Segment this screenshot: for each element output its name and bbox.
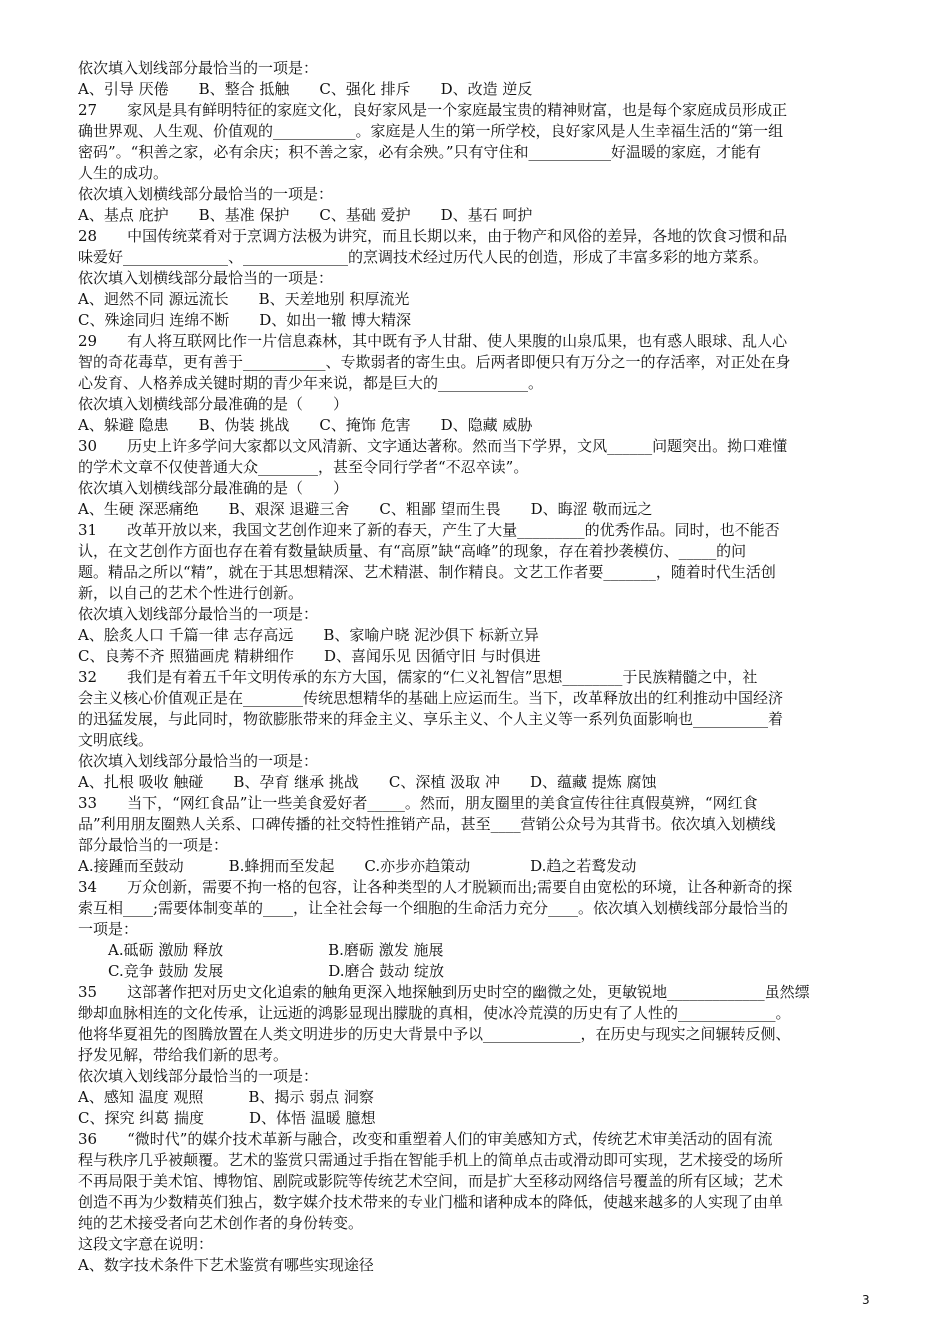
text-line: 32 我们是有着五千年文明传承的东方大国，儒家的“仁义礼智信”思想________于民族精髓之中，社 bbox=[78, 668, 758, 686]
text-line: 品”利用朋友圈熟人关系、口碑传播的社交特性推销产品，甚至____营销公众号为其背书。依次填入划横线 bbox=[78, 815, 776, 833]
text-line: 30 历史上许多学问大家都以文风清新、文字通达著称。然而当下学界，文风______问题突出。拗口难懂 bbox=[78, 437, 788, 455]
text-line: 智的奇花毒草，更有善于___________、专欺弱者的寄生虫。后两者即便只有万分之一的存活率，对正处在身 bbox=[78, 353, 791, 371]
text-line: 29 有人将互联网比作一片信息森林，其中既有予人甘甜、使人果腹的山泉瓜果，也有惑人眼球、乱人心 bbox=[78, 332, 788, 350]
text-line: A、躲避 隐患 B、伪装 挑战 C、掩饰 危害 D、隐藏 威胁 bbox=[78, 416, 533, 434]
text-line: 程与秩序几乎被颠覆。艺术的鉴赏只需通过手指在智能手机上的简单点击或滑动即可实现，艺术接受的场所 bbox=[78, 1151, 784, 1169]
text-line: 27 家风是具有鲜明特征的家庭文化，良好家风是一个家庭最宝贵的精神财富，也是每个家庭成员形成正 bbox=[78, 101, 788, 119]
text-line: A、迥然不同 源远流长 B、天差地别 积厚流光 bbox=[78, 290, 410, 308]
text-line: C.竞争 鼓励 发展 D.磨合 鼓动 绽放 bbox=[108, 962, 445, 980]
text-line: A、扎根 吸收 触碰 B、孕育 继承 挑战 C、深植 汲取 冲 D、蕴藏 提炼 腐蚀 bbox=[78, 773, 657, 791]
text-line: 确世界观、人生观、价值观的___________。家庭是人生的第一所学校，良好家风是人生幸福生活的“第一组 bbox=[78, 122, 784, 140]
text-line: 密码”。“积善之家，必有余庆；积不善之家，必有余殃。”只有守住和___________好温暖的家庭，才能有 bbox=[78, 143, 762, 161]
text-line: C、殊途同归 连绵不断 D、如出一辙 博大精深 bbox=[78, 311, 412, 329]
text-line: 索互相____;需要体制变革的____，让全社会每一个细胞的生命活力充分____。依次填入划横线部分最恰当的 bbox=[78, 899, 789, 917]
page-number: 3 bbox=[862, 1293, 870, 1307]
text-line: 依次填入划线部分最恰当的一项是： bbox=[78, 605, 319, 623]
text-line: 依次填入划横线部分最恰当的一项是： bbox=[78, 269, 334, 287]
text-line: 31 改革开放以来，我国文艺创作迎来了新的春天，产生了大量_________的优秀作品。同时，也不能否 bbox=[78, 521, 780, 539]
text-line: 不再局限于美术馆、博物馆、剧院或影院等传统艺术空间，而是扩大至移动网络信号覆盖的所有区域；艺术 bbox=[78, 1172, 784, 1190]
text-line: 34 万众创新，需要不拘一格的包容，让各种类型的人才脱颖而出;需要自由宽松的环境，让各种新奇的探 bbox=[78, 878, 793, 896]
text-line: 会主义核心价值观正是在________传统思想精华的基础上应运而生。当下，改革释放出的红利推动中国经济 bbox=[78, 689, 784, 707]
text-line: 创造不再为少数精英们独占，数字媒介技术带来的专业门槛和诸种成本的降低，使越来越多的人实现了由单 bbox=[78, 1193, 784, 1211]
text-line: 的迅猛发展，与此同时，物欲膨胀带来的拜金主义、享乐主义、个人主义等一系列负面影响也__________着 bbox=[78, 710, 784, 728]
text-line: 的学术文章不仅使普通大众________，甚至令同行学者“不忍卒读”。 bbox=[78, 458, 529, 476]
text-line: 认，在文艺创作方面也存在着有数量缺质量、有“高原”缺“高峰”的现象，存在着抄袭模仿、_____的问 bbox=[78, 542, 747, 560]
text-line: 35 这部著作把对历史文化追索的触角更深入地探触到历史时空的幽微之处，更敏锐地_____________虽然缥 bbox=[78, 983, 810, 1001]
text-line: C、良莠不齐 照猫画虎 精耕细作 D、喜闻乐见 因循守旧 与时俱进 bbox=[78, 647, 541, 665]
text-line: C、探究 纠葛 揣度 D、体悟 温暖 臆想 bbox=[78, 1109, 376, 1127]
text-line: 28 中国传统菜肴对于烹调方法极为讲究，而且长期以来，由于物产和风俗的差异，各地的饮食习惯和品 bbox=[78, 227, 788, 245]
text-line: A、引导 厌倦 B、整合 抵触 C、强化 排斥 D、改造 逆反 bbox=[78, 80, 533, 98]
text-line: 依次填入划横线部分最准确的是（ ） bbox=[78, 395, 349, 413]
text-line: 抒发见解，带给我们新的思考。 bbox=[78, 1046, 289, 1064]
text-line: A、脍炙人口 千篇一律 志存高远 B、家喻户晓 泥沙俱下 标新立异 bbox=[78, 626, 539, 644]
text-line: 依次填入划横线部分最准确的是（ ） bbox=[78, 479, 349, 497]
text-line: A、基点 庇护 B、基准 保护 C、基础 爱护 D、基石 呵护 bbox=[78, 206, 533, 224]
text-line: 依次填入划横线部分最恰当的一项是： bbox=[78, 185, 334, 203]
text-line: 题。精品之所以“精”，就在于其思想精深、艺术精湛、制作精良。文艺工作者要_______，随着时代生活创 bbox=[78, 563, 776, 581]
text-line: 人生的成功。 bbox=[78, 164, 169, 182]
text-line: 他将华夏祖先的图腾放置在人类文明进步的历史大背景中予以_____________，在历史与现实之间辗转反侧、 bbox=[78, 1025, 791, 1043]
text-line: 缈却血脉相连的文化传承，让远逝的鸿影显现出朦胧的真相，使冰冷荒漠的历史有了人性的_____________。 bbox=[78, 1004, 791, 1022]
text-line: 依次填入划线部分最恰当的一项是： bbox=[78, 752, 319, 770]
text-line: 33 当下，“网红食品”让一些美食爱好者_____。然而，朋友圈里的美食宣传往往真假莫辨，“网红食 bbox=[78, 794, 758, 812]
text-line: 依次填入划线部分最恰当的一项是： bbox=[78, 1067, 319, 1085]
text-line: A.砥砺 激励 释放 B.磨砺 激发 施展 bbox=[108, 941, 444, 959]
text-line: A、感知 温度 观照 B、揭示 弱点 洞察 bbox=[78, 1088, 374, 1106]
text-line: 新，以自己的艺术个性进行创新。 bbox=[78, 584, 304, 602]
text-line: 部分最恰当的一项是： bbox=[78, 836, 229, 854]
page-body bbox=[78, 58, 878, 1276]
text-line: 味爱好______________、______________的烹调技术经过历代人民的创造，形成了丰富多彩的地方菜系。 bbox=[78, 248, 769, 266]
text-line: A、生硬 深恶痛绝 B、艰深 退避三舍 C、粗鄙 望而生畏 D、晦涩 敬而远之 bbox=[78, 500, 653, 518]
text-line: A、数字技术条件下艺术鉴赏有哪些实现途径 bbox=[78, 1256, 374, 1274]
text-line: 36 “微时代”的媒介技术革新与融合，改变和重塑着人们的审美感知方式，传统艺术审美活动的固有流 bbox=[78, 1130, 773, 1148]
text-line: 这段文字意在说明： bbox=[78, 1235, 214, 1253]
text-line: 心发育、人格养成关键时期的青少年来说，都是巨大的____________。 bbox=[78, 374, 544, 392]
text-line: A.接踵而至鼓动 B.蜂拥而至发起 C.亦步亦趋策动 D.趋之若鹜发动 bbox=[78, 857, 637, 875]
text-line: 文明底线。 bbox=[78, 731, 154, 749]
text-line: 一项是： bbox=[78, 920, 139, 938]
text-line: 依次填入划线部分最恰当的一项是： bbox=[78, 59, 319, 77]
text-line: 纯的艺术接受者向艺术创作者的身份转变。 bbox=[78, 1214, 364, 1232]
